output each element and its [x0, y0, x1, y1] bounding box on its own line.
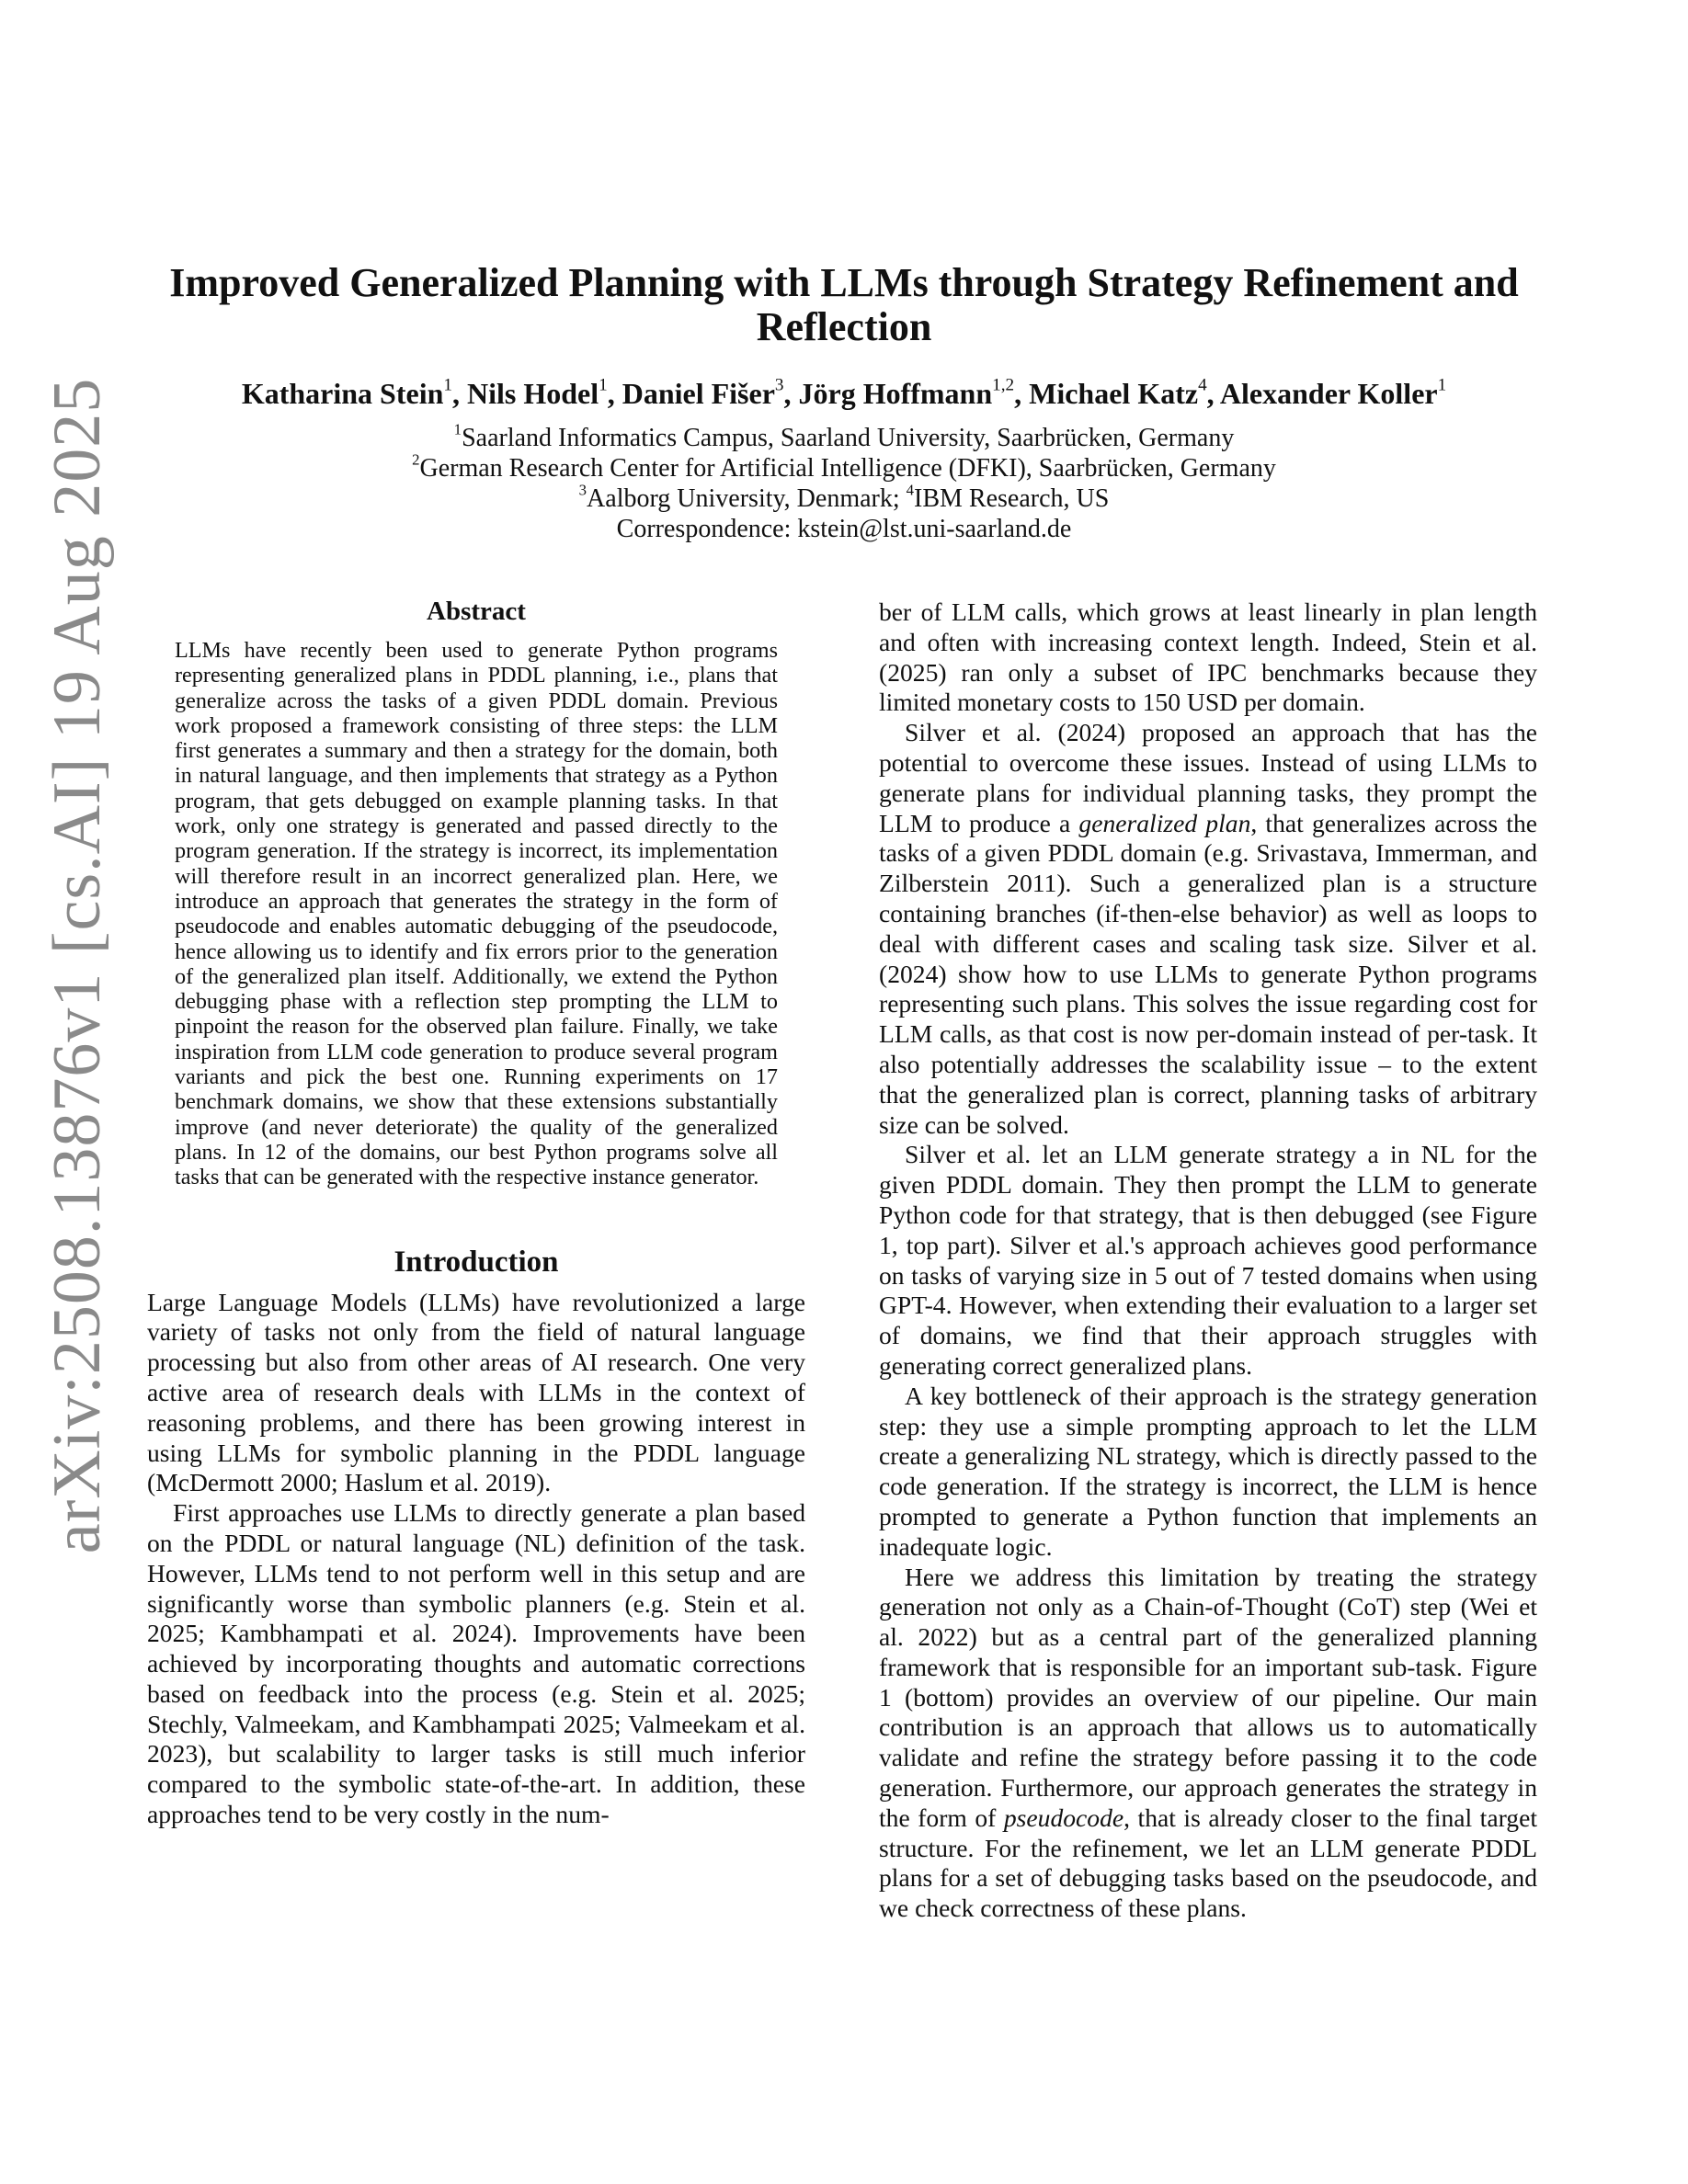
affiliations [147, 420, 1541, 544]
author: Katharina Stein$^1$ [241, 375, 452, 410]
right-paragraph-3: A key bottleneck of their approach is the strategy generation step: they use a simple prompting approach to let the LLM create a generalizing NL strategy, which is directly passed to the code generation. If the strategy is incorrect, the LLM is hence prompted to generate a Python function that implements an inadequate logic. [879, 1381, 1537, 1561]
abstract-heading: Abstract [427, 597, 526, 626]
author: Jörg Hoffmann$^{1,2}$ [798, 375, 1015, 410]
paper-title: Improved Generalized Planning with LLMs through Strategy Refinement and Reflection [169, 260, 1519, 349]
intro-paragraph-1: Large Language Models (LLMs) have revolutionized a large variety of tasks not only from the field of natural language processing but also from other areas of AI research. One very active area of research deals with LLMs in the context of reasoning problems, and there has been growing interest in using LLMs for symbolic planning in the PDDL language (McDermott 2000; Haslum et al. 2019). [147, 1287, 805, 1497]
author: Alexander Koller$^1$ [1219, 375, 1447, 410]
author: Daniel Fišer$^3$ [622, 375, 784, 410]
arxiv-sidebar-stamp [28, 276, 129, 1655]
affiliation-2: $^2$German Research Center for Artificial Intelligence (DFKI), Saarbrücken, Germany [412, 450, 1276, 483]
author-list: Katharina Stein$^1$, Nils Hodel$^1$, Daniel Fišer$^3$, Jörg Hoffmann$^{1,2}$, Michael Katz$^4$, Alexander Koller$^1$ [241, 375, 1447, 410]
author: Nils Hodel$^1$ [466, 375, 608, 410]
right-paragraph-4: Here we address this limitation by treating the strategy generation not only as a Chain-of-Thought (CoT) step (Wei et al. 2022) but as a central part of the generalized planning framework that is responsible for an important sub-task. Figure 1 (bottom) provides an overview of our pipeline. Our main contribution is an approach that allows us to automatically validate and refine the strategy before passing it to the code generation. Furthermore, our approach generates the strategy in the form of pseudocode, that is already closer to the final target structure. For the refinement, we let an LLM generate PDDL plans for a set of debugging tasks based on the pseudocode, and we check correctness of these plans. [879, 1562, 1537, 1923]
right-paragraph-0: ber of LLM calls, which grows at least linearly in plan length and often with increasing context length. Indeed, Stein et al. (2025) ran only a subset of IPC benchmarks because they limited monetary costs to 150 USD per domain. [879, 597, 1537, 717]
correspondence: Correspondence: kstein@lst.uni-saarland.de [616, 515, 1072, 543]
author: Michael Katz$^4$ [1029, 375, 1207, 410]
arxiv-identifier: arXiv:2508.13876v1 [cs.AI] 19 Aug 2025 [40, 377, 116, 1553]
right-paragraph-2: Silver et al. let an LLM generate strategy a in NL for the given PDDL domain. They then prompt the LLM to generate Python code for that strategy, that is then debugged (see Figure 1, top part). Silver et al.'s approach achieves good performance on tasks of varying size in 5 out of 7 tested domains when using GPT-4. However, when extending their evaluation to a larger set of domains, we find that their approach struggles with generating correct generalized plans. [879, 1140, 1537, 1380]
abstract-text: LLMs have recently been used to generate Python programs representing generalized plans in PDDL planning, i.e., plans that generalize across the tasks of a given PDDL domain. Previous work proposed a framework consisting of three steps: the LLM first generates a summary and then a strategy for the domain, both in natural language, and then implements that strategy as a Python program, that gets debugged on example planning tasks. In that work, only one strategy is generated and passed directly to the program generation. If the strategy is incorrect, its implementation will therefore result in an incorrect generalized plan. Here, we introduce an approach that generates the strategy in the form of pseudocode and enables automatic debugging of the pseudocode, hence allowing us to identify and fix errors prior to the generation of the generalized plan itself. Additionally, we extend the Python debugging phase with a reflection step prompting the LLM to pinpoint the reason for the observed plan failure. Finally, we take inspiration from LLM code generation to produce several program variants and pick the best one. Running experiments on 17 benchmark domains, we show that these extensions substantially improve (and never deteriorate) the quality of the generalized plans. In 12 of the domains, our best Python programs solve all tasks that can be generated with the respective instance generator. [175, 638, 778, 1190]
intro-paragraph-2: First approaches use LLMs to directly generate a plan based on the PDDL or natural language (NL) definition of the task. However, LLMs tend to not perform well in this setup and are significantly worse than symbolic planners (e.g. Stein et al. 2025; Kambhampati et al. 2024). Improvements have been achieved by incorporating thoughts and automatic corrections based on feedback into the process (e.g. Stein et al. 2025; Stechly, Valmeekam, and Kambhampati 2025; Valmeekam et al. 2023), but scalability to larger tasks is still much inferior compared to the symbolic state-of-the-art. In addition, these approaches tend to be very costly in the num- [147, 1498, 805, 1829]
emphasis-generalized-plan: generalized plan [1078, 808, 1251, 837]
emphasis-pseudocode: pseudocode [1003, 1803, 1124, 1832]
affiliation-1: $^1$Saarland Informatics Campus, Saarland University, Saarbrücken, Germany [453, 420, 1235, 452]
left-column [147, 597, 805, 1830]
right-column [879, 597, 1537, 1924]
introduction-heading: Introduction [393, 1245, 559, 1279]
right-paragraph-1: Silver et al. (2024) proposed an approach that has the potential to overcome these issues. Instead of using LLMs to generate plans for individual planning tasks, they prompt the LLM to produce a generalized plan, that generalizes across the tasks of a given PDDL domain (e.g. Srivastava, Immerman, and Zilberstein 2011). Such a generalized plan is a structure containing branches (if-then-else behavior) as well as loops to deal with different cases and scaling task size. Silver et al. (2024) show how to use LLMs to generate Python programs representing such plans. This solves the issue regarding cost for LLM calls, as that cost is now per-domain instead of per-task. It also potentially addresses the scalability issue – to the extent that the generalized plan is correct, planning tasks of arbitrary size can be solved. [879, 718, 1537, 1139]
affiliation-3-4: $^3$Aalborg University, Denmark; $^4$IBM Research, US [578, 481, 1110, 513]
